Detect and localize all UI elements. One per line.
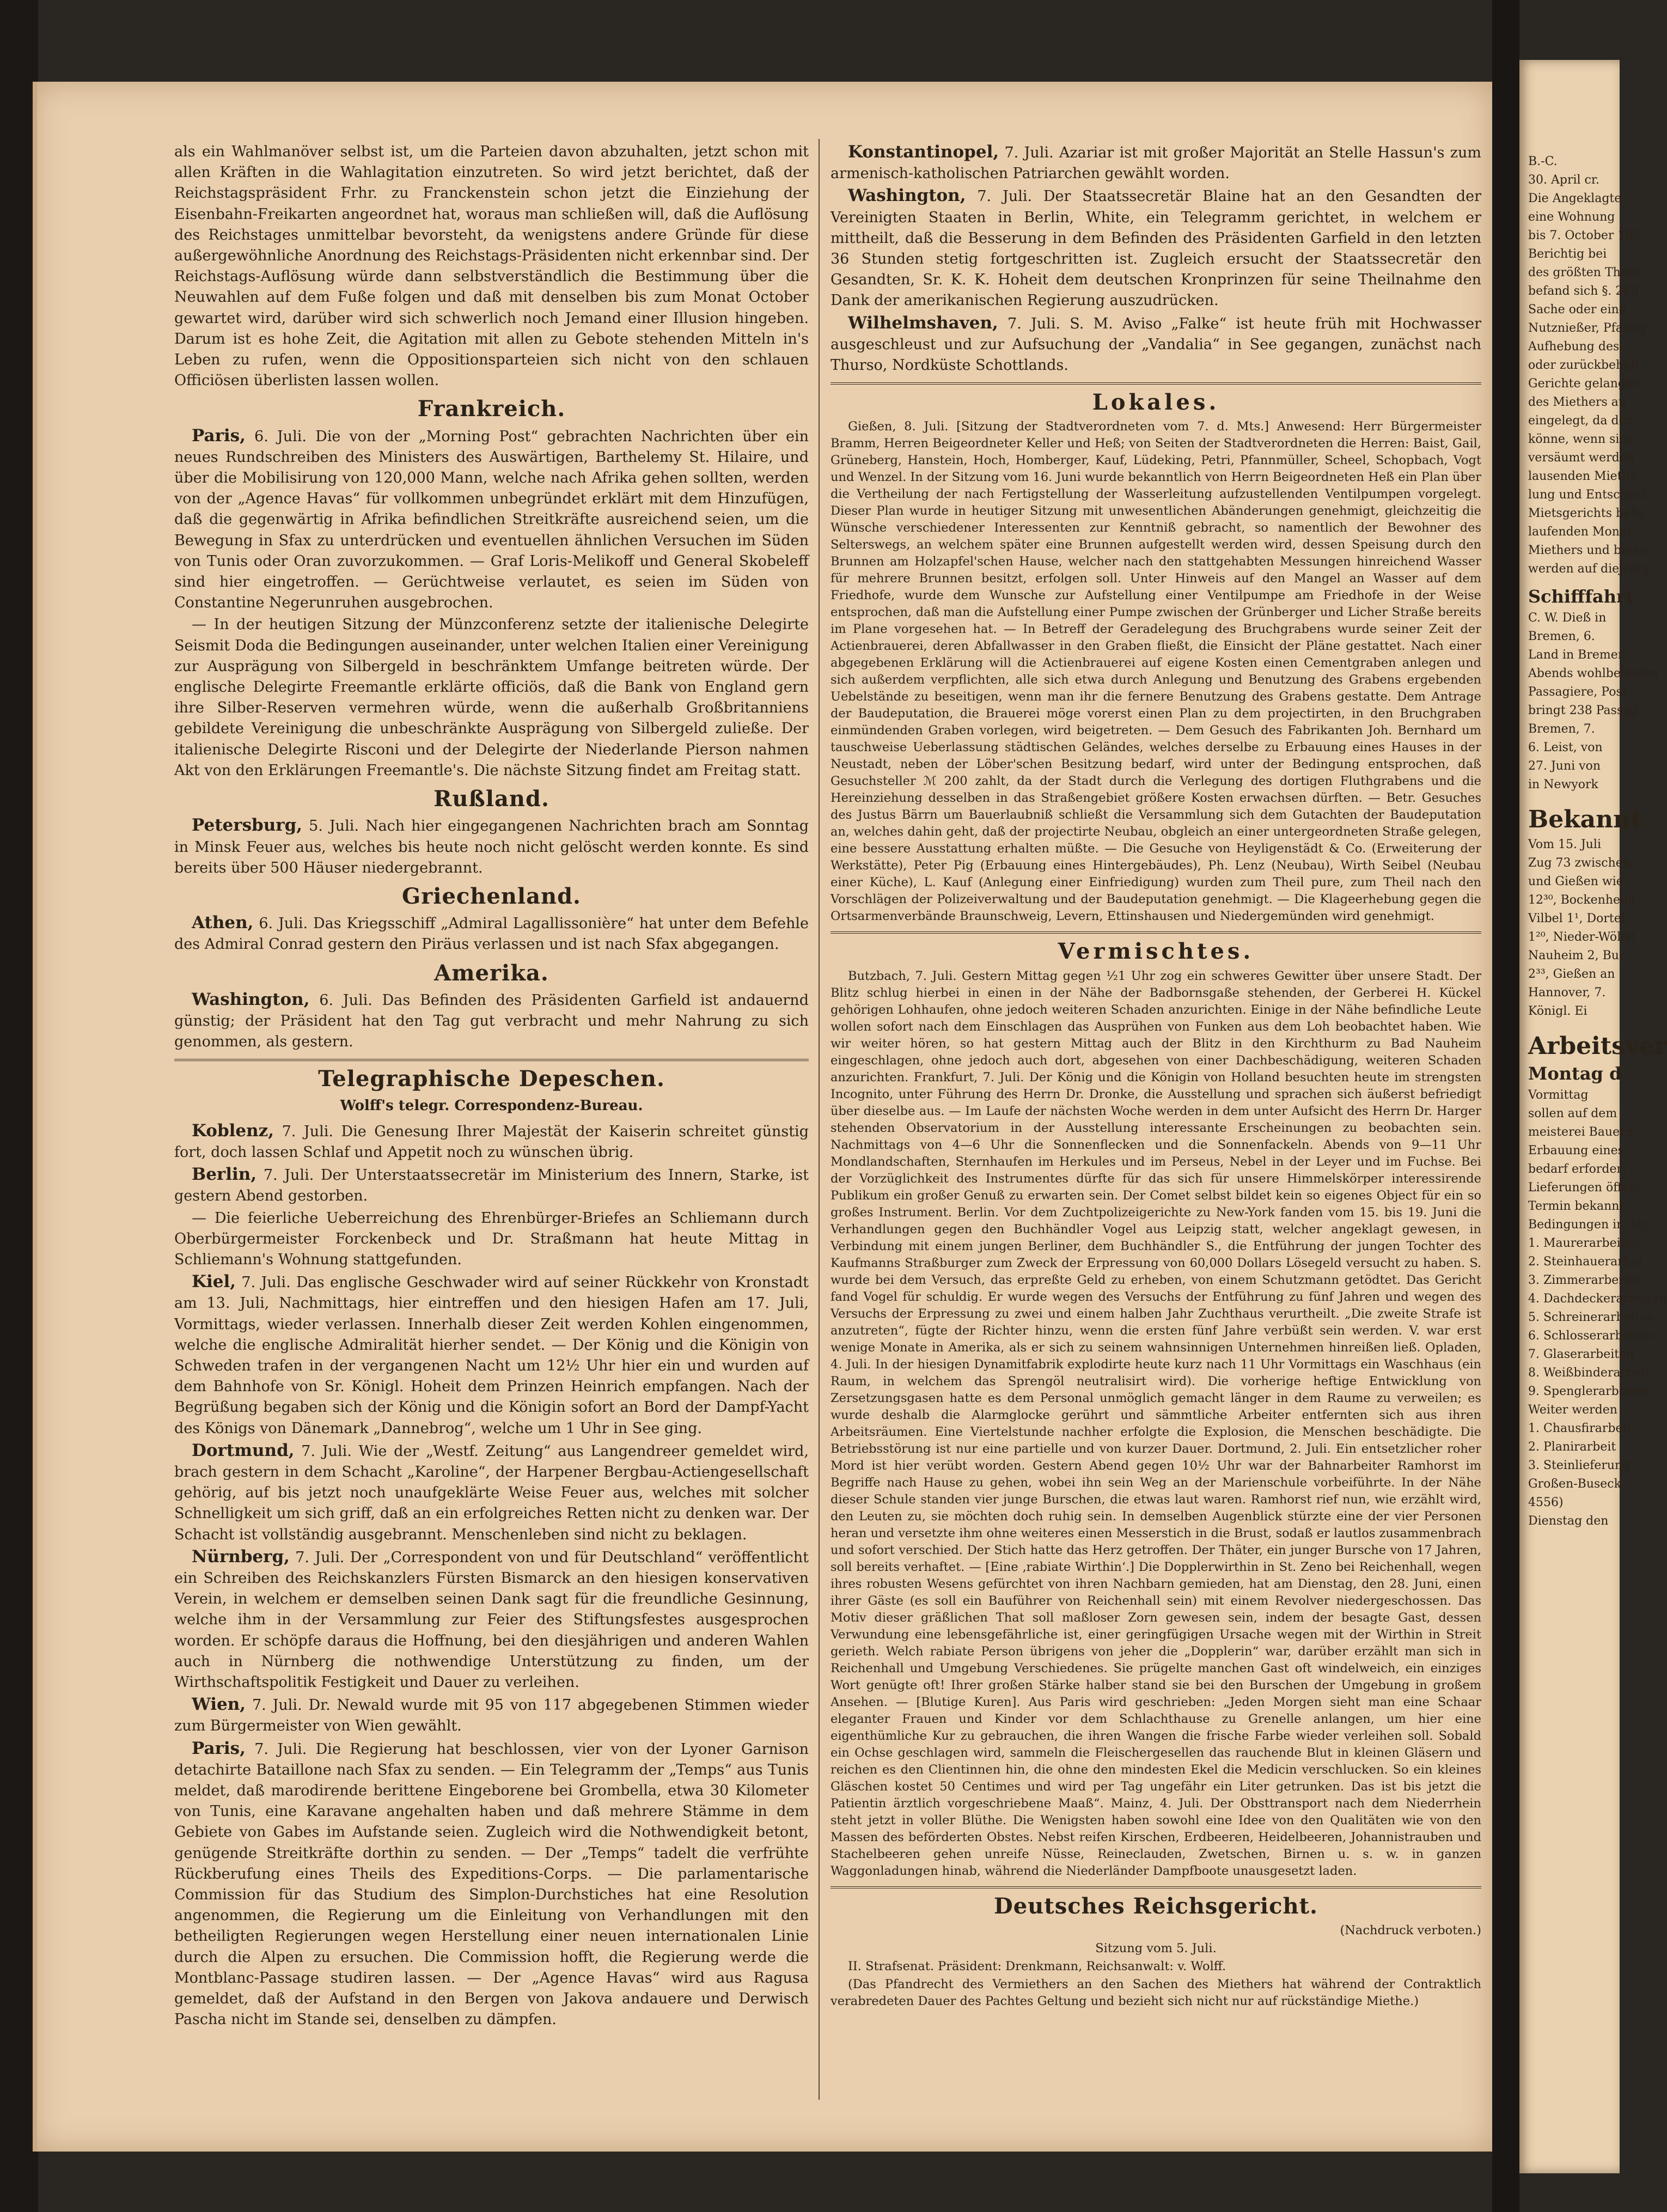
heading-griechenland: Griechenland.: [402, 883, 581, 909]
heading-frankreich: Frankreich.: [417, 396, 566, 422]
dateline-dortmund: Dortmund,: [192, 1440, 295, 1460]
adjacent-line: B.-C.: [1528, 155, 1558, 168]
adjacent-line: Miethers und besto: [1528, 544, 1647, 557]
text-wien: 7. Juli. Dr. Newald wurde mit 95 von 117 abgegebenen Stimmen wieder zum Bürgermeister von Wien gewählt.: [174, 1697, 809, 1735]
adjacent-line: Land in Bremen,: [1528, 648, 1629, 662]
article-dortmund: [174, 1440, 809, 1545]
heading-lokales: Lokales.: [1092, 389, 1220, 416]
adjacent-line: 27. Juni von: [1528, 759, 1601, 773]
section-rule-vermischtes: [831, 931, 1481, 934]
reichsgericht-summary: (Das Pfandrecht des Vermiethers an den Sachen des Miethers hat während der Contraktlich verabredeten Dauer des Pachtes Geltung und bezieht sich nicht nur auf rückständige Miethe.): [831, 1977, 1481, 2008]
adjacent-line: lung und Entscheid: [1528, 488, 1646, 502]
adjacent-line: 6. Schlosserarbeiten: [1528, 1329, 1653, 1343]
text-konstantinopel: 7. Juli. Azariar ist mit großer Majorität an Stelle Hassun's zum armenisch-katholischen Patriarchen gewählt worden.: [831, 144, 1481, 182]
adjacent-line: befand sich §. 289: [1528, 284, 1639, 298]
adjacent-page-lines-1: [1528, 153, 1650, 578]
adjacent-line: Erbauung eines: [1528, 1144, 1624, 1157]
adjacent-line: Königl. Ei: [1528, 1004, 1587, 1018]
dateline-nuernberg: Nürnberg,: [192, 1546, 290, 1567]
adjacent-line: 12³⁰, Bockenheim: [1528, 893, 1635, 907]
article-berlin: [174, 1164, 809, 1206]
adjacent-line: sollen auf dem: [1528, 1107, 1617, 1120]
dateline-konstantinopel: Konstantinopel,: [848, 142, 999, 162]
adjacent-line: des Miethers au: [1528, 395, 1627, 409]
adjacent-line: bringt 238 Passag: [1528, 704, 1638, 717]
adjacent-line: 2. Planirarbeit: [1528, 1440, 1616, 1454]
adjacent-line: Vilbel 1¹, Dortel: [1528, 912, 1625, 925]
adjacent-line: versäumt werden: [1528, 451, 1634, 465]
dateline-paris-2: Paris,: [192, 1738, 246, 1758]
adjacent-line: meisterei Bauern: [1528, 1125, 1633, 1139]
adjacent-line: Die Angeklagte: [1528, 192, 1622, 205]
text-berlin: 7. Juli. Der Unterstaatssecretär im Ministerium des Innern, Starke, ist gestern Abend gestorben.: [174, 1167, 809, 1205]
column-left: [174, 142, 809, 2124]
adjacent-line: 1²⁰, Nieder-Wöllst: [1528, 930, 1636, 944]
text-dortmund: 7. Juli. Wie der „Westf. Zeitung“ aus Langendreer gemeldet wird, brach gestern in dem Schacht „Karoline“, der Harpener Bergbau-Actiengesellschaft gehörig, auf bis jetzt noch unaufgeklärte Weise Feuer aus, welches mit solcher Schnelligkeit um sich griff, daß an ein erfolgreiches Retten nicht zu denken war. Der Schacht ist vollständig ausgebrannt. Menschenleben sind nicht zu beklagen.: [174, 1442, 809, 1543]
text-nuernberg: 7. Juli. Der „Correspondent von und für Deutschland“ veröffentlicht ein Schreiben des Reichskanzlers Fürsten Bismarck an den hiesigen konservativen Verein, in welchem er demselben seinen Dank sagt für die freundliche Gesinnung, welche ihm in der Versammlung zur Feier des Stiftungsfestes ausgesprochen worden. Er schöpfe daraus die Hoffnung, bei den diesjährigen und anderen Wahlen auch in Nürnberg die nothwendige Unterstützung zu finden, um der Wirthschaftspolitik Festigkeit und Dauer zu verleihen.: [174, 1549, 809, 1691]
adjacent-line: 3. Zimmerarbeiten: [1528, 1273, 1642, 1287]
adjacent-line: Dienstag den: [1528, 1514, 1609, 1528]
heading-vermischtes: Vermischtes.: [1058, 939, 1254, 965]
article-muenzconferenz: — In der heutigen Sitzung der Münzconferenz setzte der italienische Delegirte Seismit Doda die Bedingungen auseinander, unter welchen Italien einer Vereinigung zur Ausprägung von Silbergeld in beschränktem Umfange beitreten würde. Der englische Delegirte Freemantle erklärte officiös, daß die Bank von England gern ihre Silber-Reserven vermehren würde, wenn die außerhalb Großbritanniens gebildete Vereinigung die unbeschränkte Ausprägung von Silbergeld zuließe. Der italienische Delegirte Risconi und der Delegirte der Niederlande Pierson nahmen Akt von den Erklärungen Freemantle's. Die nächste Sitzung findet am Freitag statt.: [174, 616, 809, 779]
dateline-wien: Wien,: [192, 1695, 246, 1715]
adjacent-line: Mietsgerichts behe: [1528, 507, 1646, 520]
text-petersburg: 5. Juli. Nach hier eingegangenen Nachrichten brach am Sonntag in Minsk Feuer aus, welches bis heute noch nicht gelöscht werden konnte. Es sind bereits über 500 Häuser niedergebrannt.: [174, 818, 809, 876]
article-konstantinopel: [831, 142, 1481, 184]
adjacent-line: Termin bekannt: [1528, 1199, 1625, 1213]
text-wilhelmshaven: 7. Juli. S. M. Aviso „Falke“ ist heute früh mit Hochwasser ausgeschleust und zur Aufsuchung der „Vandalia“ in See gegangen, zunächst nach Thurso, Nordküste Schottlands.: [831, 315, 1481, 374]
article-athen: [174, 912, 809, 955]
article-koblenz: [174, 1120, 809, 1163]
adjacent-line: 7. Glaserarbeiten: [1528, 1348, 1634, 1361]
text-paris-2: 7. Juli. Die Regierung hat beschlossen, vier von der Lyoner Garnison detachirte Bataillone nach Sfax zu senden. — Ein Telegramm der „Temps“ aus Tunis meldet, daß marodirende berittene Eingeborene bei Grombella, etwa 30 Kilometer von Tunis, eine Karavane angehalten haben und daß mehrere Stämme in dem Gebiete von Gabes im Aufstande seien. Zugleich wird die Nothwendigkeit betont, genügende Streitkräfte dorthin zu senden. — Der „Temps“ tadelt die verfrühte Rückberufung eines Theils des Expeditions-Corps. — Die parlamentarische Commission für das Studium des Simplon-Durchstiches hat eine Resolution angenommen, die Regierung um die Einleitung von Verhandlungen mit den betheiligten Regierungen wegen Herstellung einer neuen internationalen Linie durch die Alpen zu ersuchen. Die Commission hofft, die Regierung werde die Montblanc-Passage studiren lassen. — Der „Agence Havas“ wird aus Ragusa gemeldet, daß der Aufstand in den Bergen von Jakova andauere und Derwisch Pascha nicht im Stande sei, denselben zu dämpfen.: [174, 1740, 809, 2028]
adjacent-line: Bedingungen in Acc: [1528, 1218, 1650, 1232]
section-rule-lokales: [831, 382, 1481, 385]
adjacent-line: Zug 73 zwischen: [1528, 856, 1631, 870]
section-rule: [174, 1059, 809, 1061]
adjacent-heading-arbeitsver: Arbeitsver: [1528, 1032, 1667, 1060]
adjacent-page-fragment: [1519, 60, 1667, 2173]
article-washington: [174, 989, 809, 1053]
adjacent-heading-schifffahrt: Schifffahrt: [1528, 586, 1634, 607]
adjacent-line: Lieferungen öffent: [1528, 1181, 1641, 1195]
article-paris: [174, 425, 809, 614]
page-edge: [33, 82, 37, 2152]
article-nuernberg: [174, 1546, 809, 1693]
dateline-washington-2: Washington,: [848, 186, 966, 206]
adjacent-heading-bekannt: Bekannt: [1528, 806, 1642, 833]
article-paris-2: [174, 1738, 809, 2031]
column-divider: [819, 139, 820, 2100]
adjacent-line: Aufhebung des: [1528, 340, 1620, 354]
article-washington-2: [831, 185, 1481, 311]
dateline-kiel: Kiel,: [192, 1272, 236, 1292]
adjacent-line: Weiter werden: [1528, 1403, 1617, 1417]
heading-russland: Rußland.: [433, 786, 549, 812]
adjacent-subheading-montag: Montag d: [1528, 1063, 1622, 1084]
adjacent-line: 4556): [1528, 1496, 1564, 1509]
article-petersburg: [174, 815, 809, 879]
adjacent-line: eine Wohnung: [1528, 210, 1615, 224]
adjacent-line: Passagiere, Post: [1528, 685, 1627, 699]
article-giessen-stadtverordnete: Gießen, 8. Juli. [Sitzung der Stadtverordneten vom 7. d. Mts.] Anwesend: Herr Bürgermeister Bramm, Herren Beigeordneter Keller und Heß; von Seiten der Stadtverordneten die Herren: Baist, Gail, Grüneberg, Hanstein, Hoch, Homberger, Kauf, Lüdeking, Petri, Pfannmüller, Scheel, Schopbach, Vogt und Wenzel. In der Sitzung vom 16. Juni wurde bekanntlich von Herrn Beigeordneten Heß ein Plan über die Vertheilung der nach Fertigstellung der Wasserleitung aufzustellenden Ventilpumpen vorgelegt. Dieser Plan wurde in heutiger Sitzung mit unwesentlichen Abänderungen genehmigt, gleichzeitig die Wünsche verschiedener Interessenten zur Kenntniß gebracht, so namentlich der Bewohner des Selterswegs, an welchem später eine Brunnen aufgestellt werden wird, dessen Speisung durch den Brunnen am Holzapfel'schen Hause, welcher nach den stattgehabten Messungen hinreichend Wasser für mehrere Brunnen besitzt, erfolgen soll. Unter Hinweis auf den Mangel an Wasser auf dem Friedhofe, wurde dem Wunsche zur Aufstellung einer Ventilpumpe am Friedhofe in der Weise entsprochen, daß man die Aufstellung einer Pumpe zwischen der Grünberger und Licher Straße bereits im Plane vorgesehen hat. — In Betreff der Geradelegung des Bruchgrabens wurde seiner Zeit der Actienbrauerei, deren Abfallwasser in den Graben fließt, die Einsicht der Pläne gestattet. Nach einer abgegebenen Erklärung will die Actienbrauerei auf eigene Kosten einen Cementgraben anlegen und sich außerdem verpflichten, alle sich etwa durch Anlegung und Benutzung des Grabens ergebenden Uebelstände zu beseitigen, wenn man ihr die fernere Benutzung des Grabens gestatte. Dem Antrage der Baudeputation, die Brauerei möge vorerst einen Plan zu dem projectirten, in den Bruchgraben einmündenden Graben vorlegen, wird beigetreten. — Dem Gesuch des Fabrikanten Joh. Bernhard um tauschweise Ueberlassung städtischen Geländes, welches derselbe zu Erbauung eines Hauses in der Neustadt, neben der Löber'schen Besitzung bedarf, wird unter der Bedingung entsprochen, daß Gesuchsteller ℳ 200 zahlt, da der Stadt durch die Verlegung des dortigen Fluthgrabens und die Hereinziehung desselben in das Straßengebiet größere Kosten erwachsen dürften. — Betr. Gesuches des Justus Bärrn um Bauerlaubniß schließt die Versammlung sich dem Gutachten der Baudeputation an, welches dahin geht, daß der projectirte Neubau, obgleich an einer untergeordneten Straße gelegen, eine bessere Ausstattung erhalten müßte. — Die Gesuche von Heyligenstädt & Co. (Erweiterung der Werkstätte), Peter Pig (Erbauung eines Hintergebäudes), Ph. Lenz (Neubau), Wirth Seibel (Neubau einer Küche), L. Kauf (Anlegung einer Einfriedigung) wurden zum Theil pure, zum Theil nach den Vorschlägen der Polizeiverwaltung und der Baudeputation genehmigt. — Die Klageerhebung gegen die Ortsarmenverbände Braunschweig, Levern, Ettinshausen und Niedergemünden wird genehmigt.: [831, 419, 1481, 924]
adjacent-line: 3. Steinlieferung: [1528, 1459, 1631, 1472]
subheading-wolff-bureau: Wolff's telegr. Correspondenz-Bureau.: [340, 1097, 643, 1114]
text-koblenz: 7. Juli. Die Genesung Ihrer Majestät der Kaiserin schreitet günstig fort, doch lassen Schlaf und Appetit noch zu wünschen übrig.: [174, 1123, 809, 1161]
adjacent-line: Nauheim 2, Bu: [1528, 949, 1619, 962]
text-washington-2: 7. Juli. Der Staatssecretär Blaine hat an den Gesandten der Vereinigten Staaten in Berlin, White, ein Telegramm gerichtet, in welchem er mittheilt, daß die Besserung in dem Befinden des Präsidenten Garfield in den letzten 36 Stunden stetig fortgeschritten ist. Zugleich ersucht der Staatssecretär den Gesandten, Sr. K. K. Hoheit dem deutschen Kronprinzen für seine Theilnahme den Dank der amerikanischen Regierung auszudrücken.: [831, 188, 1481, 309]
dateline-koblenz: Koblenz,: [192, 1120, 274, 1141]
strafsenat-line: II. Strafsenat. Präsident: Drenkmann, Reichsanwalt: v. Wolff.: [848, 1959, 1226, 1973]
dateline-wilhelmshaven: Wilhelmshaven,: [848, 313, 998, 333]
section-rule-reichsgericht: [831, 1886, 1481, 1888]
adjacent-line: werden auf diejenig: [1528, 562, 1650, 576]
heading-amerika: Amerika.: [434, 960, 549, 986]
text-washington: 6. Juli. Das Befinden des Präsidenten Garfield ist andauernd günstig; der Präsident hat den Tag gut verbracht und mehr Nahrung zu sich genommen, als gestern.: [174, 991, 809, 1051]
adjacent-line: des größten Theils: [1528, 266, 1642, 279]
adjacent-line: bis 7. October 188: [1528, 229, 1641, 242]
adjacent-page-lines-3: [1528, 836, 1636, 1021]
adjacent-line: bedarf erforderl: [1528, 1162, 1627, 1176]
article-intro: als ein Wahlmanöver selbst ist, um die Parteien davon abzuhalten, jetzt schon mit allen Kräften in die Wahlagitation einzutreten. So wird jetzt berichtet, daß der Reichstagspräsident Frhr. zu Franckenstein schon jetzt die Einziehung der Eisenbahn-Freikarten angeordnet hat, woraus man schließen will, daß die Auflösung des Reichstages unmittelbar bevorsteht, da wenigstens andere Gründe für diese außergewöhnliche Anordnung des Reichstags-Präsidenten nicht erkennbar sind. Der Reichstags-Auflösung würde dann selbstverständlich die Bestimmung über die Neuwahlen auf dem Fuße folgen und daß mit denselben bis zum Monat October gewartet wird, darüber wird sich schwerlich noch Jemand einer Illusion hingeben. Darum ist es hohe Zeit, die Agitation mit allen zu Gebote stehenden Mitteln in's Leben zu rufen, wenn die Oppositionsparteien sich nicht von den schlauen Officiösen überlisten lassen wollen.: [174, 143, 809, 389]
text-kiel: 7. Juli. Das englische Geschwader wird auf seiner Rückkehr von Kronstadt am 13. Juli, Nachmittags, hier eintreffen und den hiesigen Hafen am 17. Juli, Vormittags, wieder verlassen. Innerhalb dieser Zeit werden Kohlen eingenommen, welche die englische Admiralität hierher sendet. — Der König und die Königin von Schweden trafen in der vergangenen Nacht um 12½ Uhr hier ein und wurden auf dem Bahnhofe von Sr. Königl. Hoheit dem Prinzen Heinrich empfangen. Nach der Begrüßung begaben sich der König und die Königin sofort an Bord der Dampf-Yacht des Königs von Dänemark „Dannebrog“, welche um 1 Uhr in See ging.: [174, 1274, 809, 1437]
text-athen: 6. Juli. Das Kriegsschiff „Admiral Lagallissonière“ hat unter dem Befehle des Admiral Conrad gestern den Piräus verlassen und ist nach Sfax abgegangen.: [174, 915, 809, 953]
adjacent-line: Nutznießer, Pfandg: [1528, 321, 1646, 335]
adjacent-line: 30. April cr.: [1528, 173, 1599, 187]
adjacent-line: laufenden Monat: [1528, 525, 1632, 539]
adjacent-line: Abends wohlbehalten: [1528, 667, 1659, 680]
column-right: [831, 142, 1481, 2124]
adjacent-line: und Gießen wie: [1528, 875, 1623, 888]
article-wien: [174, 1694, 809, 1736]
adjacent-line: 1. Maurerarbeiten: [1528, 1236, 1640, 1250]
adjacent-line: Gerichte gelangte: [1528, 377, 1638, 391]
sitzung-date: Sitzung vom 5. Juli.: [1095, 1941, 1217, 1955]
dateline-berlin: Berlin,: [192, 1165, 257, 1185]
adjacent-line: Vom 15. Juli: [1528, 838, 1602, 851]
article-berlin-schliemann: — Die feierliche Ueberreichung des Ehrenbürger-Briefes an Schliemann durch Oberbürgermeister Forckenbeck und Dr. Straßmann hat heute Mittag in Schliemann's Wohnung stattgefunden.: [174, 1209, 809, 1268]
adjacent-line: 5. Schreinerarbeiten: [1528, 1311, 1654, 1324]
adjacent-line: Hannover, 7.: [1528, 986, 1606, 1000]
dateline-washington: Washington,: [192, 989, 310, 1009]
adjacent-line: könne, wenn sich: [1528, 432, 1634, 446]
article-wilhelmshaven: [831, 313, 1481, 376]
adjacent-line: 2³³, Gießen an: [1528, 967, 1615, 981]
adjacent-line: Bremen, 7.: [1528, 722, 1595, 736]
adjacent-line: Bremen, 6.: [1528, 630, 1595, 643]
adjacent-line: 1. Chausfirarbeit: [1528, 1422, 1632, 1435]
adjacent-line: 4. Dachdeckerarbeiten: [1528, 1292, 1667, 1306]
book-gutter: [1492, 0, 1519, 2212]
adjacent-line: in Newyork: [1528, 778, 1598, 791]
adjacent-line: C. W. Dieß in: [1528, 611, 1607, 625]
adjacent-line: 9. Spenglerarbeiten: [1528, 1385, 1650, 1398]
adjacent-page-lines-4: [1528, 1086, 1667, 1531]
dateline-paris: Paris,: [192, 425, 246, 446]
adjacent-line: eingelegt, da der: [1528, 414, 1632, 428]
adjacent-line: 2. Steinhauerarbei: [1528, 1255, 1642, 1269]
dateline-athen: Athen,: [192, 913, 254, 933]
nachdruck-notice: (Nachdruck verboten.): [1340, 1923, 1481, 1937]
adjacent-page-lines-2: [1528, 609, 1659, 794]
adjacent-line: oder zurückbehalt: [1528, 358, 1640, 372]
article-kiel: [174, 1271, 809, 1439]
dateline-petersburg: Petersburg,: [192, 815, 303, 836]
adjacent-line: lausenden Miethe: [1528, 470, 1637, 483]
adjacent-line: Berichtig bei: [1528, 247, 1607, 261]
article-vermischtes: Butzbach, 7. Juli. Gestern Mittag gegen ½1 Uhr zog ein schweres Gewitter über unsere Stadt. Der Blitz schlug hierbei in einen in der Nähe der Badbornsgaße stehenden, der Gerberei H. Kückel gehörigen Lohhaufen, ohne jedoch weiteren Schaden anzurichten. Einige in der Nähe befindliche Leute wollen sofort nach dem Einschlagen das Ausprühen von Funken aus dem Loh beobachtet haben. Wie wir weiter hören, so hat gestern Mittag auch der Blitz in den Kirchthurm zu Bad Nauheim eingeschlagen, ohne jedoch auch dort, abgesehen von einer Dachbeschädigung, weiteren Schaden anzurichten. Frankfurt, 7. Juli. Der König und die Königin von Holland besuchten heute im strengsten Incognito, unter Führung des Herrn Dr. Dronke, die Ausstellung und sprachen sich äußerst befriedigt über dieselbe aus. — Im Laufe der nächsten Woche werden in dem unter Aufsicht des Herrn Dr. Harger stehenden Observatorium in der Ausstellung interessante Erscheinungen zu beobachten sein. Nachmittags von 4—6 Uhr die Sonnenflecken und die Sonnenfackeln. Abends von 9—11 Uhr Mondlandschaften, Sternhaufen im Herkules und im Perseus, Nebel in der Leyer und im Fuchse. Bei der Vorzüglichkeit des Instrumentes dürfte für das sich für unsere Himmelskörper interessirende Publikum ein großer Genuß zu erwarten sein. Der Comet selbst bildet kein so eigenes Object für ein so großes Instrument. Berlin. Vor dem Zuchtpolizeigerichte zu New-York fanden vom 15. bis 19. Juni die Verhandlungen gegen den Buchhändler Vogel aus Leipzig statt, welcher angeklagt gewesen, in Verbindung mit einem jungen Berliner, dem Buchhändler S., die Entführung der jungen Tochter des Kaufmanns Straßburger zum Zweck der Erpressung von 60,000 Dollars Lösegeld versucht zu haben. S. wurde bei dem Versuch, das erpreßte Geld zu erheben, von einem Schutzmann getödtet. Das Gericht fand Vogel für schuldig. Er wurde wegen des Versuchs der Entführung zu fünf Jahren und wegen des Versuchs der Erpressung zu zwei und einem halben Jahr Zuchthaus verurtheilt. „Die zweite Strafe ist anzutreten“, fügte der Richter hinzu, wenn die ersten fünf Jahre verbüßt sein werden. V. war erst wenige Monate in Amerika, als er sich zu seinem wahnsinnigen Unternehmen hinreißen ließ. Opladen, 4. Juli. In der hiesigen Dynamitfabrik explodirte heute kurz nach 11 Uhr Vormittags ein Waschhaus (ein Raum, in welchem das Sprengöl neutralisirt wird). Die vorherige heftige Entwicklung von Zersetzungsgasen hatte es dem Personal unmöglich gemacht länger in dem Raume zu verweilen; es wurde deshalb die Alarmglocke gerührt und sämmtliche Arbeiter entfernten sich aus ihren Arbeitsräumen. Eine Viertelstunde nachher erfolgte die Explosion, die Menschen beschädigte. Die Betriebsstörung ist nur eine partielle und von kurzer Dauer. Dortmund, 2. Juli. Ein entsetzlicher roher Mord ist hier verübt worden. Gestern Abend gegen 10½ Uhr war der Bahnarbeiter Ramhorst im Begriffe nach Hause zu gehen, wobei ihn sein Weg an der Marienschule vorbeiführte. In der Nähe dieser Schule standen vier junge Burschen, die etwas laut waren. Ramhorst rief nun, wie erzählt wird, den Leuten zu, sie möchten doch ruhig sein. In demselben Augenblick stürzte eine der vier Personen heran und versetzte ihm ohne weiteres einen Messerstich in die Brust, sodaß er lautlos zusammenbrach und sofort verschied. Der Stich hatte das Herz getroffen. Der Thäter, ein junger Bursche von 17 Jahren, soll bereits verhaftet. — [Eine ‚rabiate Wirthin‘.] Die Dopplerwirthin in St. Zeno bei Reichenhall, wegen ihres robusten Wesens gefürchtet von ihren Nachbarn gemieden, hat am Dienstag, den 28. Juni, einen ihrer Gäste (es soll ein Bauführer von Reichenhall sein) mit einem Revolver niedergeschossen. Das Motiv dieser gräßlichen That soll maßloser Zorn gewesen sein, indem der besagte Gast, dessen Verwundung eine lebensgefährliche ist, einer geringfügigen Ursache wegen mit der Wirthin in Streit gerieth. Welch rabiate Person übrigens von jeher die „Dopplerin“ war, darüber erzählt man sich in Reichenhall und Umgebung Verschiedenes. Sie prügelte manchen Gast oft windelweich, ein einziges Wort genügte oft! Ihrer großen Stärke halber stand sie bei den Burschen der Umgebung in großem Ansehen. — [Blutige Kuren]. Aus Paris wird geschrieben: „Jeden Morgen sieht man eine Schaar eleganter Frauen und Kinder vor dem Schlachthause zu Grenelle anlangen, um hier eine eigenthümliche Kur zu gebrauchen, die ihren Wangen die frische Farbe wieder verleihen soll. Sobald ein Ochse geschlagen wird, sammeln die Fleischergesellen das rauchende Blut in kleinen Gläsern und reichen es den Clientinnen hin, die ohne den mindesten Ekel die Medicin verschlucken. So ein kleines Gläschen kostet 50 Centimes und wird per Tag ungefähr ein Liter getrunken. Das ist bis jetzt die Patientin ärztlich vorgeschriebene Maaß“. Mainz, 4. Juli. Der Obsttransport nach dem Niederrhein steht jetzt in voller Blüthe. Die Wenigsten haben sowohl eine Idee von den Qualitäten wie von den Massen des beförderten Obstes. Nebst reifen Kirschen, Erdbeeren, Heidelbeeren, Johannistrauben und Stachelbeeren gehen unreife Nüsse, Reineclauden, Zwetschen, Birnen u. s. w. in ganzen Waggonladungen hinab, während die Niederländer Dampfboote unausgesetzt laden.: [831, 968, 1481, 1878]
adjacent-line: 8. Weißbinderarbeit: [1528, 1366, 1650, 1380]
adjacent-page-text: [1519, 60, 1667, 1531]
text-paris: 6. Juli. Die von der „Morning Post“ gebrachten Nachrichten über ein neues Rundschreiben des Ministers des Auswärtigen, Barthelemy St. Hilaire, und über die Mobilisirung von 120,000 Mann, welche nach Afrika gehen sollten, werden von der „Agence Havas“ für vollkommen unbegründet erklärt mit dem Hinzufügen, daß die gegenwärtig in Afrika befindlichen Streitkräfte ausreichend seien, um die Bewegung in Sfax zu unterdrücken und eventuellen ähnlichen Versuchen im Süden von Tunis oder Oran zuvorzukommen. — Graf Loris-Melikoff und General Skobeleff sind hier eingetroffen. — Gerüchtweise verlautet, es seien im Süden von Constantine Negerunruhen ausgebrochen.: [174, 428, 809, 612]
adjacent-line: Vormittag: [1528, 1088, 1589, 1102]
adjacent-line: Großen-Buseck: [1528, 1477, 1621, 1491]
heading-telegraphische-depeschen: Telegraphische Depeschen.: [318, 1066, 665, 1092]
heading-reichsgericht: Deutsches Reichsgericht.: [994, 1893, 1318, 1919]
adjacent-line: 6. Leist, von: [1528, 741, 1603, 754]
adjacent-line: Sache oder eine: [1528, 303, 1626, 316]
